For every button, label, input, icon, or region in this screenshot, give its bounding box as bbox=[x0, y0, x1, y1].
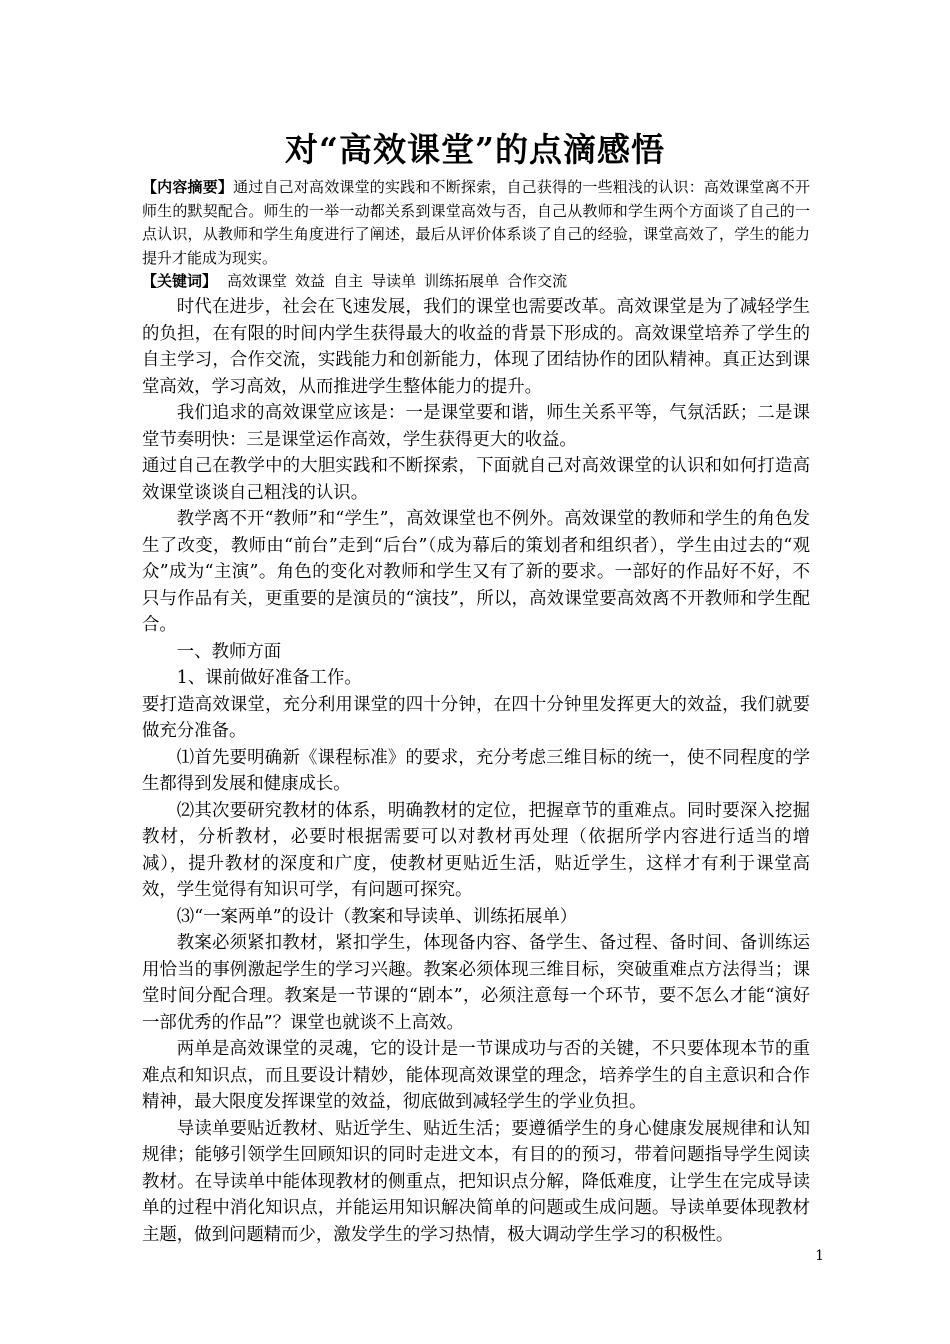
keyword: 合作交流 bbox=[507, 272, 568, 290]
keyword: 高效课堂 bbox=[227, 272, 288, 290]
keyword: 训练拓展单 bbox=[424, 272, 500, 290]
paragraph: 通过自己在教学中的大胆实践和不断探索，下面就自己对高效课堂的认识和如何打造高效课堂谈谈自己粗浅的认识。 bbox=[142, 456, 810, 503]
paragraph: 我们追求的高效课堂应该是：一是课堂要和谐，师生关系平等，气氛活跃；二是课堂节奏明快：三是课堂运作高效，学生获得更大的收益。 bbox=[142, 403, 810, 450]
paragraph: 教学离不开“教师”和“学生”，高效课堂也不例外。高效课堂的教师和学生的角色发生了改变，教师由“前台”走到“后台”（成为幕后的策划者和组织者），学生由过去的“观众”成为“主演”。角色的变化对教师和学生又有了新的要求。一部好的作品好不好，不只与作品有关，更重要的是演员的“演技”，所以，高效课堂要高效离不开教师和学生配合。 bbox=[142, 509, 810, 635]
paragraph: ⑵其次要研究教材的体系，明确教材的定位，把握章节的重难点。同时要深入挖掘教材，分析教材，必要时根据需要可以对教材再处理（依据所学内容进行适当的增减），提升教材的深度和广度，使教材更贴近生活，贴近学生，这样才有利于课堂高效，学生觉得有知识可学，有问题可探究。 bbox=[142, 800, 810, 900]
paragraph: 两单是高效课堂的灵魂，它的设计是一节课成功与否的关键，不只要体现本节的重难点和知识点，而且要设计精妙，能体现高效课堂的理念，培养学生的自主意识和合作精神，最大限度发挥课堂的效益，彻底做到减轻学生的学业负担。 bbox=[142, 1039, 810, 1112]
keyword: 自主 bbox=[333, 272, 364, 290]
keywords-label: 【关键词】 bbox=[142, 272, 218, 290]
paragraph: 要打造高效课堂，充分利用课堂的四十分钟，在四十分钟里发挥更大的效益，我们就要做充分准备。 bbox=[142, 694, 810, 741]
subsection-heading: 1、课前做好准备工作。 bbox=[176, 668, 362, 688]
keywords bbox=[142, 270, 810, 293]
paragraph: 时代在进步，社会在飞速发展，我们的课堂也需要改革。高效课堂是为了减轻学生的负担，在有限的时间内学生获得最大的收益的背景下形成的。高效课堂培养了学生的自主学习，合作交流，实践能力和创新能力，体现了团结协作的团队精神。真正达到课堂高效，学习高效，从而推进学生整体能力的提升。 bbox=[142, 297, 810, 397]
keyword: 导读单 bbox=[371, 272, 417, 290]
section-heading: 一、教师方面 bbox=[176, 641, 282, 662]
document-title: 对“高效课堂”的点滴感悟 bbox=[285, 130, 665, 169]
paragraph: ⑶“一案两单”的设计（教案和导读单、训练拓展单） bbox=[176, 906, 578, 927]
abstract bbox=[142, 176, 810, 270]
abstract-text: 通过自己对高效课堂的实践和不断探索，自己获得的一些粗浅的认识：高效课堂离不开师生的默契配合。师生的一举一动都关系到课堂高效与否，自己从教师和学生两个方面谈了自己的一点认识，从教师和学生角度进行了阐述，最后从评价体系谈了自己的经验，课堂高效了，学生的能力提升才能成为现实。 bbox=[142, 178, 810, 267]
page-number: 1 bbox=[815, 1248, 824, 1264]
paragraph: 导读单要贴近教材、贴近学生、贴近生活；要遵循学生的身心健康发展规律和认知规律；能够引领学生回顾知识的同时走进文本，有目的的预习，带着问题指导学生阅读教材。在导读单中能体现教材的侧重点，把知识点分解，降低难度，让学生在完成导读单的过程中消化知识点，并能运用知识解决简单的问题或生成问题。导读单要体现教材主题，做到问题精而少，激发学生的学习热情，极大调动学生学习的积极性。 bbox=[142, 1118, 810, 1245]
paragraph: 教案必须紧扣教材，紧扣学生，体现备内容、备学生、备过程、备时间、备训练运用恰当的事例激起学生的学习兴趣。教案必须体现三维目标，突破重难点方法得当；课堂时间分配合理。教案是一节课的“剧本”，必须注意每一个环节，要不怎么才能“演好一部优秀的作品”？课堂也就谈不上高效。 bbox=[142, 933, 810, 1033]
keyword: 效益 bbox=[295, 272, 326, 290]
abstract-label: 【内容摘要】 bbox=[142, 178, 234, 196]
document-body bbox=[142, 176, 810, 1248]
paragraph: ⑴首先要明确新《课程标准》的要求，充分考虑三维目标的统一，使不同程度的学生都得到发展和健康成长。 bbox=[142, 747, 810, 794]
